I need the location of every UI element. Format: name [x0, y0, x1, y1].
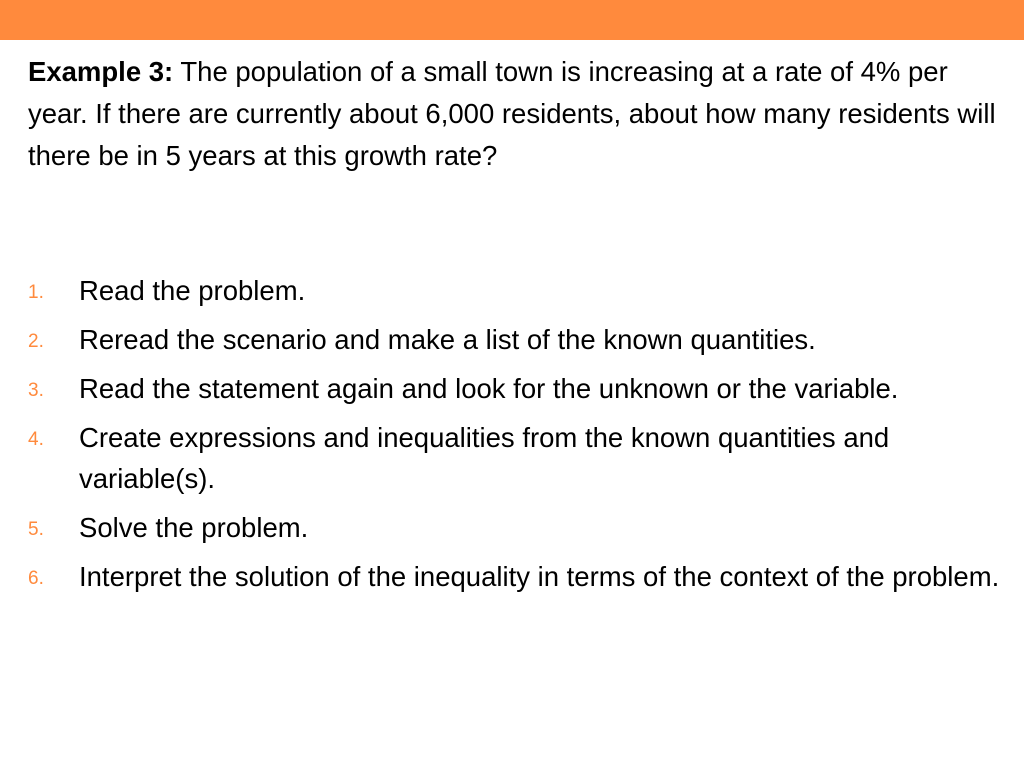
- step-text: Reread the scenario and make a list of the known quantities.: [79, 324, 816, 355]
- step-text: Read the problem.: [79, 275, 306, 306]
- step-item: [0, 417, 1024, 499]
- example-label: Example 3:: [28, 56, 174, 87]
- step-text: Solve the problem.: [79, 512, 309, 543]
- step-item: [0, 507, 1024, 548]
- step-item: [0, 368, 1024, 409]
- step-text: Read the statement again and look for the unknown or the variable.: [79, 373, 899, 404]
- example-text: The population of a small town is increasing at a rate of 4% per year. If there are currently about 6,000 residents, about how many residents will there be in 5 years at this growth rate?: [28, 56, 996, 171]
- steps-list: [0, 270, 1024, 605]
- step-item: [0, 556, 1024, 597]
- example-problem: [28, 51, 1003, 177]
- step-number: 5.: [28, 519, 44, 540]
- step-number: 4.: [28, 429, 44, 450]
- step-number: 2.: [28, 331, 44, 352]
- step-text: Interpret the solution of the inequality in terms of the context of the problem.: [79, 561, 1000, 592]
- step-number: 3.: [28, 380, 44, 401]
- step-item: [0, 270, 1024, 311]
- step-text: Create expressions and inequalities from the known quantities and variable(s).: [79, 422, 890, 494]
- step-number: 6.: [28, 568, 44, 589]
- step-item: [0, 319, 1024, 360]
- header-accent-bar: [0, 0, 1024, 40]
- step-number: 1.: [28, 282, 44, 303]
